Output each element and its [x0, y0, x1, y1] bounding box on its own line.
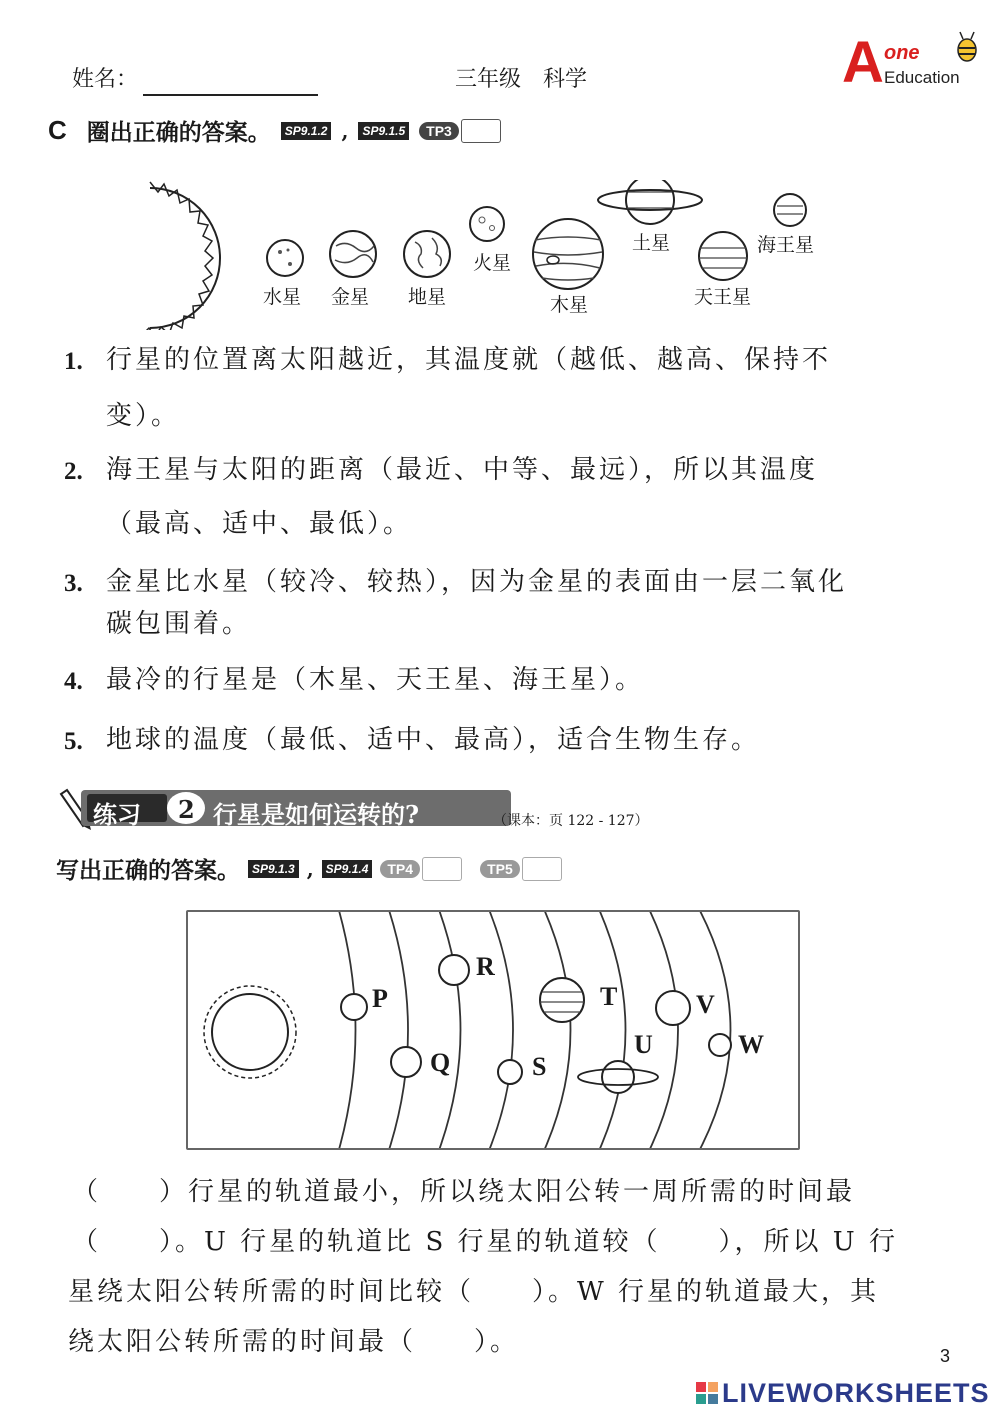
planet-label: 土星	[632, 232, 671, 254]
planet-p-icon	[341, 994, 367, 1020]
planet-t-icon	[540, 978, 584, 1022]
venus-icon	[330, 231, 376, 277]
planet-label: 金星	[331, 286, 370, 308]
orbit-label-u: U	[634, 1030, 653, 1059]
name-label: 姓名：	[72, 67, 139, 92]
question-number: 5.	[64, 728, 83, 755]
tp-indicator	[419, 119, 501, 143]
question-text: 碳包围着。	[106, 609, 252, 639]
sp-tag: SP9.1.4	[322, 860, 373, 878]
tp-indicator	[480, 857, 562, 881]
orbit-label-t: T	[600, 982, 618, 1011]
logo	[842, 30, 982, 94]
orbit-label-v: V	[696, 990, 715, 1019]
orbit-label-r: R	[476, 952, 495, 981]
question-text: 最冷的行星是（木星、天王星、海王星）。	[106, 665, 645, 695]
exercise-banner	[55, 788, 675, 832]
section-c-title: 圈出正确的答案。	[86, 119, 271, 146]
orbit-diagram	[186, 910, 800, 1150]
saturn-icon	[598, 180, 702, 224]
question-text: 海王星与太阳的距离（最近、中等、最远），所以其温度	[106, 455, 819, 485]
orbit-label-s: S	[532, 1052, 547, 1081]
planet-label: 地星	[408, 286, 447, 308]
bee-icon	[954, 30, 980, 64]
fill-in-line: 星绕太阳公转所需的时间比较（ ）。W 行星的轨道最大，其	[68, 1277, 879, 1307]
question-number: 3.	[64, 570, 83, 597]
textbook-reference: （课本：页 122 - 127）	[493, 813, 649, 829]
logo-subtitle: Education	[884, 68, 960, 87]
question-text: 变）。	[106, 401, 181, 431]
orbit-label-p: P	[372, 984, 388, 1013]
orbit-diagram-art	[188, 912, 798, 1148]
tp-indicator	[380, 857, 462, 881]
earth-icon	[404, 231, 450, 277]
planet-label: 海王星	[757, 234, 815, 256]
planet-label: 水星	[263, 286, 302, 308]
planet-q-icon	[391, 1047, 421, 1077]
orbit-label-q: Q	[430, 1048, 451, 1077]
question-text: 金星比水星（较冷、较热），因为金星的表面由一层二氧化	[106, 567, 848, 597]
question-text: 地球的温度（最低、适中、最高），适合生物生存。	[106, 725, 761, 755]
liveworksheets-logo-icon	[696, 1382, 718, 1406]
tp-score-box[interactable]	[522, 857, 562, 881]
planet-s-icon	[498, 1060, 522, 1084]
section-c-heading: C 圈出正确的答案。 SP9.1.2 , SP9.1.5 TP3	[48, 114, 501, 147]
planet-u-icon	[578, 1061, 658, 1093]
planet-v-icon	[656, 991, 690, 1025]
planet-label: 木星	[550, 294, 589, 316]
exercise-title: 行星是如何运转的?	[213, 800, 420, 829]
liveworksheets-watermark	[696, 1378, 990, 1409]
planet-label: 火星	[473, 252, 512, 274]
question-number: 1.	[64, 348, 83, 375]
planet-w-icon	[709, 1034, 731, 1056]
section-letter: C	[48, 115, 67, 145]
uranus-icon	[699, 232, 747, 280]
sp-tag: SP9.1.5	[358, 122, 409, 140]
fill-in-line: 绕太阳公转所需的时间最（ ）。	[68, 1327, 520, 1357]
tp-score-box[interactable]	[422, 857, 462, 881]
question-text: 行星的位置离太阳越近，其温度就（越低、越高、保持不	[106, 345, 832, 375]
question-number: 2.	[64, 458, 83, 485]
grade-subject: 三年级 科学	[455, 67, 588, 92]
fill-in-line: （ ）。U 行星的轨道比 S 行星的轨道较（ ），所以 U 行	[72, 1227, 898, 1257]
sp-tag: SP9.1.2	[281, 122, 332, 140]
watermark-text: LIVEWORKSHEETS	[722, 1378, 990, 1408]
planet-label: 天王星	[694, 286, 752, 308]
neptune-icon	[774, 194, 806, 226]
page-number: 3	[940, 1346, 951, 1366]
tp-score-box[interactable]	[461, 119, 501, 143]
sp-tag: SP9.1.3	[248, 860, 299, 878]
mars-icon	[470, 207, 504, 241]
name-input-line[interactable]	[143, 68, 318, 96]
exercise-number: 2	[178, 795, 195, 824]
tp-label: TP5	[480, 860, 520, 878]
sun-icon	[204, 986, 296, 1078]
exercise-badge: 练习	[93, 800, 141, 829]
planet-r-icon	[439, 955, 469, 985]
section-2-title: 写出正确的答案。	[56, 857, 240, 884]
logo-word: one	[884, 42, 920, 64]
tp-label: TP4	[380, 860, 420, 878]
tp-label: TP3	[419, 122, 459, 140]
logo-letter: A	[842, 30, 884, 95]
section-2-heading: 写出正确的答案。 SP9.1.3 , SP9.1.4 TP4 TP5	[56, 852, 562, 885]
question-text: （最高、适中、最低）。	[106, 509, 413, 539]
fill-in-line: （ ）行星的轨道最小，所以绕太阳公转一周所需的时间最	[72, 1177, 856, 1207]
sun-icon	[141, 182, 220, 330]
mercury-icon	[267, 240, 303, 276]
orbit-label-w: W	[738, 1030, 764, 1059]
question-number: 4.	[64, 668, 83, 695]
